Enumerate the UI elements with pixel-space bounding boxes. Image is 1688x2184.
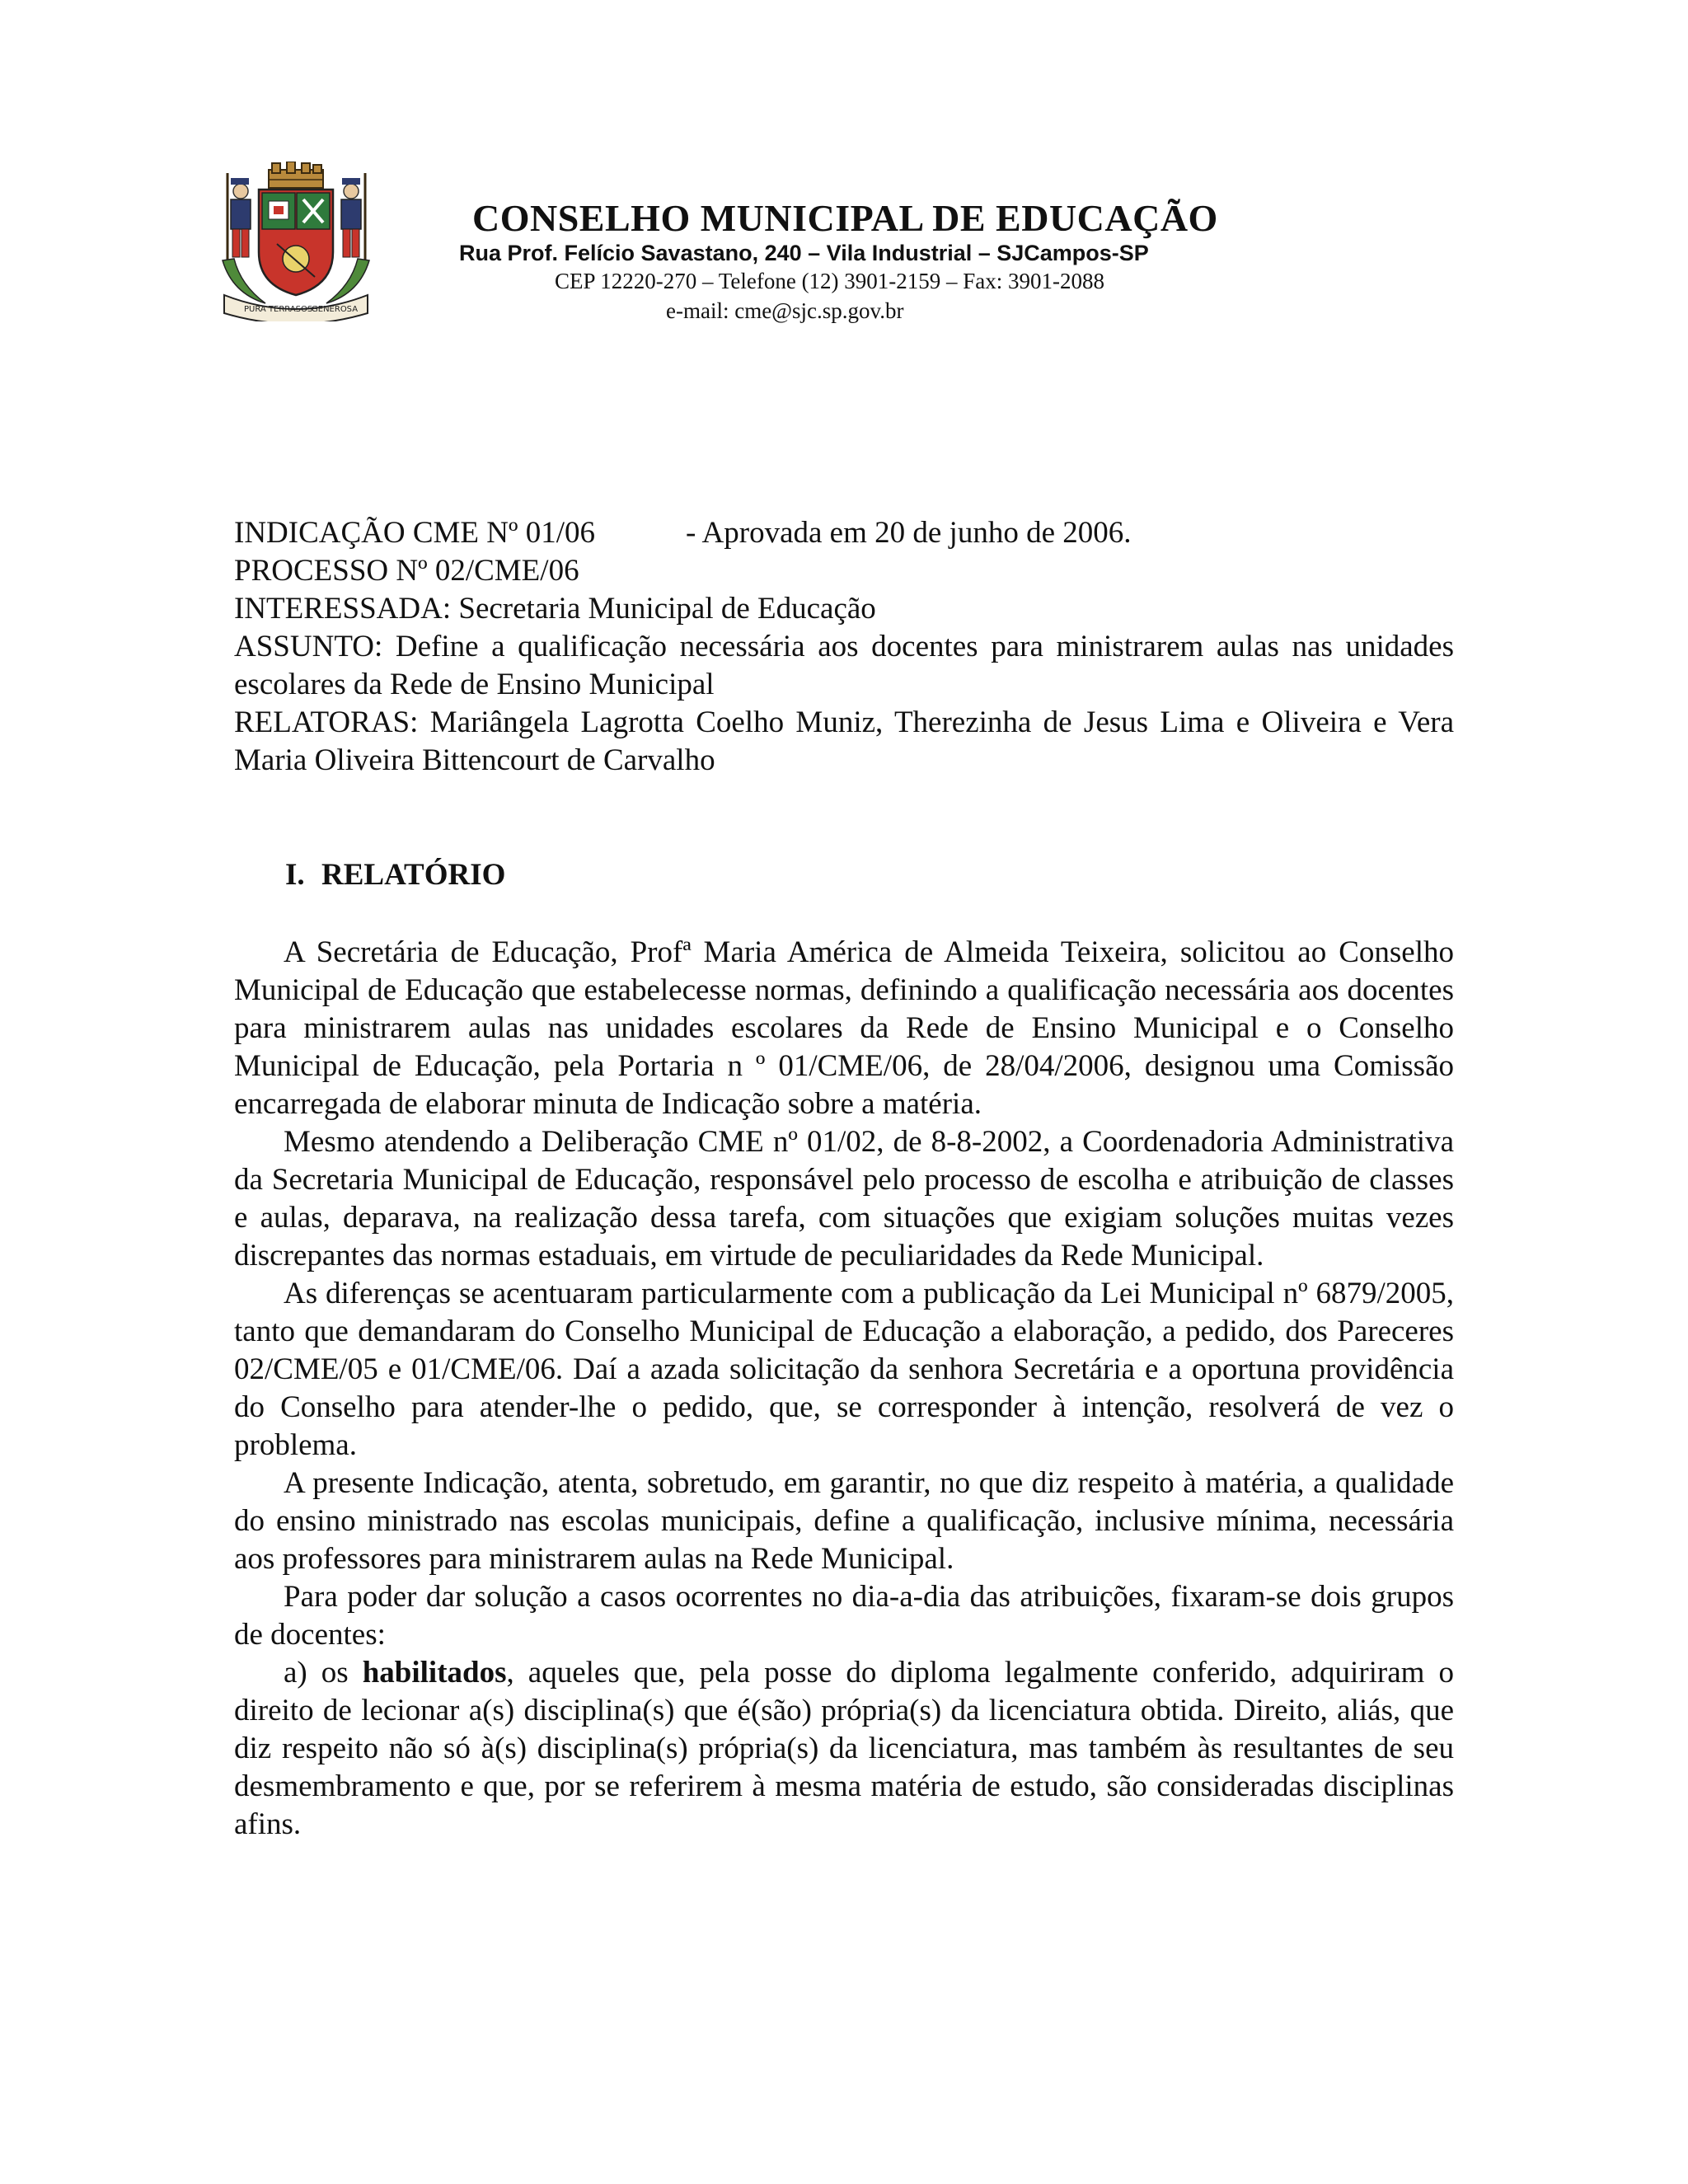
svg-text:PURA TERRASOS: PURA TERRASOS — [244, 305, 313, 314]
section-heading — [285, 857, 505, 893]
item-text: , aqueles que, pela posse do diploma legalmente conferido, adquiriram o direito de lecionar a(s) disciplina(s) que é(são) própria(s) da licenciatura obtida. Direito, aliás, que diz respeito não só à(s) disciplina(s) própria(s) da licenciatura, mas também às resultantes de seu desmembramento e que, por se referirem à mesma matéria de estudo, são consideradas disciplinas afins. — [234, 1656, 1454, 1841]
paragraph: Para poder dar solução a casos ocorrentes no dia-a-dia das atribuições, fixaram-se dois grupos de docentes: — [234, 1580, 1454, 1652]
section-title: RELATÓRIO — [321, 858, 506, 892]
section-number: I. — [285, 858, 305, 892]
paragraph: Mesmo atendendo a Deliberação CME nº 01/02, de 8-8-2002, a Coordenadoria Administrativa da Secretaria Municipal de Educação, responsável pelo processo de escolha e atribuição de classes e aulas, deparava, na realização dessa tarefa, com situações que exigiam soluções muitas vezes discrepantes das normas estaduais, em virtude de peculiaridades da Rede Municipal. — [234, 1125, 1454, 1272]
indicacao-line — [234, 514, 1454, 552]
document-meta — [234, 514, 1454, 780]
council-email: e-mail: cme@sjc.sp.gov.br — [666, 298, 904, 323]
paragraph: A Secretária de Educação, Profª Maria América de Almeida Teixeira, solicitou ao Conselho Municipal de Educação que estabelecesse normas, definindo a qualificação necessária aos docentes para ministrarem aulas nas unidades escolares da Rede de Ensino Municipal e o Conselho Municipal de Educação, pela Portaria n º 01/CME/06, de 28/04/2006, designou uma Comissão encarregada de elaborar minuta de Indicação sobre a matéria. — [234, 935, 1454, 1121]
assunto-line: ASSUNTO: Define a qualificação necessária aos docentes para ministrarem aulas nas unidades escolares da Rede de Ensino Municipal — [234, 630, 1454, 701]
indicacao-number: INDICAÇÃO CME Nº 01/06 — [234, 516, 596, 550]
processo-line: PROCESSO Nº 02/CME/06 — [234, 554, 579, 588]
svg-text:GENEROSA: GENEROSA — [312, 305, 359, 314]
item-prefix: a) os — [284, 1656, 363, 1690]
coat-of-arms-icon — [216, 162, 376, 321]
council-title: CONSELHO MUNICIPAL DE EDUCAÇÃO — [472, 197, 1218, 239]
paragraph: A presente Indicação, atenta, sobretudo, em garantir, no que diz respeito à matéria, a qualidade do ensino ministrado nas escolas municipais, define a qualificação, inclusive mínima, necessária aos professores para ministrarem aulas na Rede Municipal. — [234, 1466, 1454, 1576]
approval-date: - Aprovada em 20 de junho de 2006. — [686, 516, 1132, 550]
paragraph: As diferenças se acentuaram particularmente com a publicação da Lei Municipal nº 6879/2005, tanto que demandaram do Conselho Municipal de Educação a elaboração, a pedido, dos Pareceres 02/CME/05 e 01/CME/06. Daí a azada solicitação da senhora Secretária e a oportuna providência do Conselho para atender-lhe o pedido, que, se corresponder à intenção, resolverá de vez o problema. — [234, 1277, 1454, 1462]
council-contact: CEP 12220-270 – Telefone (12) 3901-2159 – Fax: 3901-2088 — [555, 269, 1105, 293]
relatoras-line: RELATORAS: Mariângela Lagrotta Coelho Muniz, Therezinha de Jesus Lima e Oliveira e Vera Maria Oliveira Bittencourt de Carvalho — [234, 705, 1454, 777]
report-body — [234, 934, 1454, 1844]
interessada-line: INTERESSADA: Secretaria Municipal de Educação — [234, 592, 876, 626]
council-address: Rua Prof. Felício Savastano, 240 – Vila Industrial – SJCampos-SP — [459, 241, 1149, 265]
paragraph-habilitados — [234, 1654, 1454, 1844]
habilitados-term: habilitados — [362, 1656, 507, 1690]
